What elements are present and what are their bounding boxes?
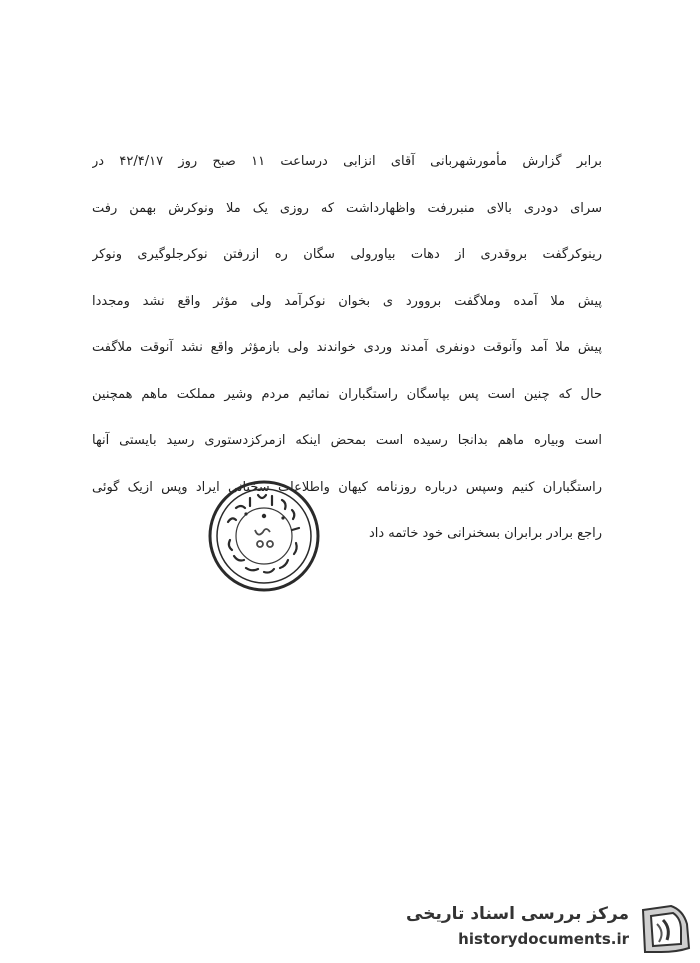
watermark-url: historydocuments.ir <box>458 930 629 948</box>
text-line-4: پیش ملا آمده وملاگفت بروورد ی بخوان نوکرآمد ولی مؤثر واقع نشد ومجددا <box>92 293 602 309</box>
archive-watermark <box>406 900 695 958</box>
official-seal-stamp <box>206 478 322 594</box>
document-folder-logo-icon <box>637 902 693 956</box>
text-line-5: پیش ملا آمد وآنوقت دونفری آمدند وردی خواندند ولی بازمؤثر واقع نشد آنوقت ملاگفت <box>92 340 602 355</box>
text-line-7: است وبیاره ماهم بدانجا رسیده است بمحض اینکه ازمرکزدستوری رسید بایستی آنها <box>92 433 602 448</box>
report-body <box>92 150 602 569</box>
text-line-2: سرای دودری بالای منبررفت واظهارداشت که روزی یک ملا ونوکرش بهمن رفت <box>92 200 602 216</box>
text-line-3: رینوکرگفت بروقدری از دهات بیاورولی سگان ره ازرفتن نوکرجلوگیری ونوکر <box>92 247 602 262</box>
text-line-9: راجع برادر برابران بسخنرانی خود خاتمه داد <box>368 526 602 541</box>
text-line-8: راستگباران کنیم وسپس درباره روزنامه کیهان واطلاعات سخنانی ایراد وپس ازیک گوئی <box>92 479 602 495</box>
watermark-title: مرکز بررسی اسناد تاریخی <box>406 904 629 924</box>
seal-stamp-icon <box>206 478 322 594</box>
text-line-1: برابر گزارش مأمورشهربانی آقای انزابی درساعت ۱۱ صبح روز ۴۲/۴/۱۷ در <box>92 154 602 169</box>
text-line-6: حال که چنین است پس بپاسگان راستگباران نمائیم مردم وشیر مملکت ماهم همچنین <box>92 386 602 402</box>
